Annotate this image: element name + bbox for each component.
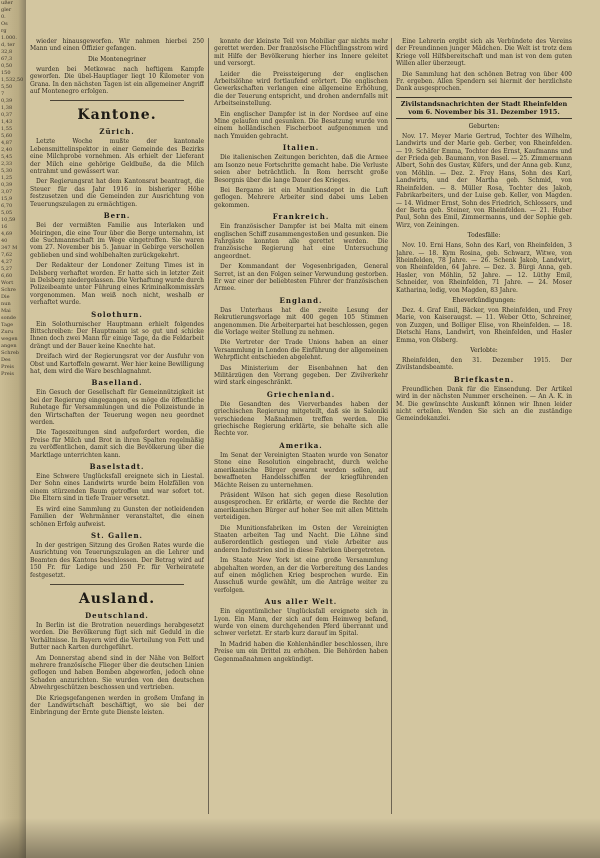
gutter-text-fragment: 347 M <box>1 245 18 251</box>
gutter-text-fragment: 5,60 <box>1 133 13 139</box>
gutter-text-fragment: 4,27 <box>1 259 13 265</box>
gutter-text-fragment: 6,70 <box>1 203 13 209</box>
subheading: Eheverkündigungen: <box>452 296 516 304</box>
gutter-text-fragment: rg <box>1 28 7 34</box>
article-text: Die Munitionsfabriken im Osten der Vereinigten Staaten arbeiten Tag und Nacht. Die Löhne sind außerordentlich gestiegen und viele Arbeiter aus anderen Industrien sind in diese Fabriken übergetreten. <box>214 524 388 554</box>
article-text: wurden bei Metkowac nach heftigem Kampfe geworfen. Die übel-Hauptlager liegt 10 Kilometer von Grana. In den nächsten Tagen ist ein allgemeiner Angriff auf Montenegro erfolgen. <box>30 65 204 96</box>
subheading: Die Montenegriner <box>87 55 147 63</box>
civil-registry-heading: Zivilstandsnachrichten der Stadt Rheinfelden vom 6. November bis 31. Dezember 1915. <box>396 97 572 119</box>
subheading: Todesfälle: <box>467 232 501 240</box>
gutter-text-fragment: Preis <box>1 371 14 377</box>
article-text: Das Ministerium der Eisenbahnen hat den Militärzügen den Vorrang gegeben. Der Zivilverkehr wird stark eingeschränkt. <box>214 364 388 387</box>
section-heading-ausland: Ausland. <box>78 590 156 607</box>
gutter-text-fragment: Mai <box>1 308 11 314</box>
gutter-text-fragment: Preis <box>1 364 14 370</box>
gutter-text-fragment: 0. <box>1 14 6 20</box>
region-heading: Griechenland. <box>266 389 336 399</box>
article-text: Das Unterhaus hat die zweite Lesung der Rekrutierungsvorlage mit 400 gegen 105 Stimmen angenommen. Die Arbeiterpartei hat beschlossen, gegen die Vorlage weiter Stellung zu nehmen. <box>214 306 388 336</box>
region-heading: Baselland. <box>91 378 143 388</box>
article-text: wieder hinausgeworfen. Wir nahmen hierbei 250 Mann und einen Offizier gefangen. <box>30 38 204 53</box>
region-heading: Aus aller Welt. <box>264 597 338 607</box>
gutter-text-fragment: 7 <box>1 91 5 97</box>
article-text: Bei der vermißten Familie aus Interlaken und Meiringen, die eine Tour über die Berge unternahm, ist die Suchmannschaft im Wege eingetroffen. Sie waren vom 27. November bis 5. Januar in Gebirge verschollen geblieben und sind wohlbehalten zurückgekehrt. <box>30 222 204 259</box>
article-text: Die Sammlung hat den schönen Betrag von über 400 Fr. ergeben. Allen Spendern sei hiermit der herzlichste Dank ausgesprochen. <box>396 70 572 93</box>
region-heading: Baselstadt. <box>89 462 145 472</box>
gutter-text-fragment: 6,60 <box>1 273 13 279</box>
region-heading: England. <box>279 295 323 305</box>
article-text: Die italienischen Zeitungen berichten, daß die Armee am Isonzo neue Fortschritte gemacht habe. Die Verluste seien aber beträchtlich. In Rom herrscht große Besorgnis über die lange Dauer des Krieges. <box>214 154 388 184</box>
divider <box>50 100 184 101</box>
gutter-text-fragment: Zuru <box>1 329 14 335</box>
gutter-text-fragment: 150 <box>1 70 11 76</box>
region-heading: Deutschland. <box>85 610 149 620</box>
article-text: Die Gesandten des Vierverbandes haben der griechischen Regierung mitgeteilt, daß sie in Saloniki verschiedene Maßnahmen treffen werden. Die griechische Regierung erklärte, sie behalte sich alle Rechte vor. <box>214 400 388 438</box>
gutter-text-fragment: Tage <box>1 322 14 328</box>
article-text: Ein französischer Dampfer ist bei Malta mit einem englischen Schiff zusammengestoßen und gesunken. Die Fahrgäste konnten alle gerettet werden. Die französische Regierung hat eine Untersuchung angeordnet. <box>214 223 388 260</box>
column-rule <box>208 38 209 814</box>
gutter-text-fragment: 0,39 <box>1 182 13 188</box>
gutter-text-fragment: Schre <box>1 287 16 293</box>
gutter-text-fragment: 1,38 <box>1 105 13 111</box>
registry-text: Nov. 17. Meyer Marie Gertrud, Tochter des Wilhelm, Landwirts und der Marie geb. Gerber, von Rheinfelden. — 19. Schäfer Emma, Tochter des Ernst, Kaufmanns und der Frieda geb. Baumann, von Basel. — 25. Zimmermann Albert, Sohn des Gustav, Küfers, und der Anna geb. Kunz, von Möhlin. — Dez. 2. Frey Hans, Sohn des Karl, Landwirts, und der Martha geb. Schmid, von Rheinfelden. — 8. Müller Rosa, Tochter des Jakob, Fabrikarbeiters, und der Luise geb. Keller, von Magden. — 14. Widmer Ernst, Sohn des Friedrich, Schlossers, und der Berta geb. Steiner, von Rheinfelden. — 21. Huber Paul, Sohn des Emil, Zimmermanns, und der Sophie geb. Wirz, von Zeiningen. <box>396 132 572 229</box>
gutter-text-fragment: 40 <box>1 238 8 244</box>
gutter-text-fragment: nun <box>1 301 11 307</box>
registry-text: Rheinfelden, den 31. Dezember 1915. Der Zivilstandsbeamte. <box>396 357 572 372</box>
subheading: Verlobte: <box>470 347 498 354</box>
gutter-text-fragment: 5,50 <box>1 84 13 90</box>
gutter-text-fragment: angen <box>1 343 17 349</box>
gutter-text-fragment: 1,55 <box>1 126 13 132</box>
gutter-text-fragment: 2,33 <box>1 161 13 167</box>
page-shadow <box>0 818 600 858</box>
article-text: Der Redakteur der Londoner Zeitung Times ist in Delsberg verhaftet worden. Er hatte sich in letzter Zeit in Delsberg niedergelassen. Die Verhaftung wurde durch Polizeibeamte unter Führung eines Kriminalkommissärs vorgenommen. Man weiß noch nicht, weshalb er verhaftet wurde. <box>30 262 204 307</box>
column-left <box>30 38 204 814</box>
gutter-text-fragment: 1,25 <box>1 175 13 181</box>
article-text: Bei Bergamo ist ein Munitionsdepot in die Luft geflogen. Mehrere Arbeiter sind dabei ums Leben gekommen. <box>214 186 388 209</box>
article-text: Letzte Woche mußte der kantonale Lebensmittelinspektor in einer Gemeinde des Bezirks eine Milchprobe vornehmen. Als erhielt der Lieferant der Milch eine gehörige Geldbuße, da die Milch entrahmt und gewässert war. <box>30 138 204 176</box>
gutter-text-fragment: 10,59 <box>1 217 16 223</box>
article-text: Im Staate New York ist eine große Versammlung abgehalten worden, an der die Vorbereitung des Landes auf einen möglichen Krieg besprochen wurde. Ein Ausschuß wurde gewählt, um die Anträge weiter zu verfolgen. <box>214 557 388 594</box>
region-heading: Solothurn. <box>91 309 143 319</box>
previous-page-edge <box>0 0 26 858</box>
article-text: In Berlin ist die Brotration neuerdings herabgesetzt worden. Die Bevölkerung fügt sich mit Geduld in die Verhältnisse. In Bayern wird die Verteilung von Fett und Butter nach Karten durchgeführt. <box>30 621 204 652</box>
article-text: Die Vertreter der Trade Unions haben an einer Versammlung in London die Einführung der allgemeinen Wehrpflicht entschieden abgelehnt. <box>214 339 388 362</box>
region-heading: Zürich. <box>99 127 135 137</box>
gutter-text-fragment: 1.000. <box>1 35 17 41</box>
gutter-text-fragment: 67,3 <box>1 56 13 62</box>
gutter-text-fragment: 5,45 <box>1 154 13 160</box>
gutter-text-fragment: 5,05 <box>1 210 13 216</box>
gutter-text-fragment: 1,43 <box>1 119 13 125</box>
gutter-text-fragment: 4,87 <box>1 140 13 146</box>
gutter-text-fragment: ußer <box>1 0 13 6</box>
article-text: Ein Gesuch der Gesellschaft für Gemeinnützigkeit ist bei der Regierung eingegangen, es möge die öffentliche Ruhetage für Versammlungen und die Polizeistunde in den Wirtschaften der Teuerung wegen neu geordnet werden. <box>30 389 204 427</box>
article-text: Der Kommandant der Vogesenbrigaden, General Serret, ist an den Folgen seiner Verwundung gestorben. Er war einer der beliebtesten Führer der französischen Armee. <box>214 263 388 293</box>
article-text: Präsident Wilson hat sich gegen diese Resolution ausgesprochen. Er erklärte, er werde die Rechte der amerikanischen Bürger auf hoher See mit allen Mitteln verteidigen. <box>214 491 388 522</box>
gutter-text-fragment: 16 <box>1 224 8 230</box>
article-text: Die Tageszeitungen sind aufgefordert worden, die Preise für Milch und Brot in ihren Spalten regelmäßig zu veröffentlichen, damit sich die Bevölkerung über die Marktlage unterrichten kann. <box>30 429 204 459</box>
region-heading: Amerika. <box>279 440 323 450</box>
article-text: Eine Lehrerin ergibt sich als Verbündete des Vereins der Freundinnen junger Mädchen. Die Welt ist trotz dem Kriege voll Hilfsbereitschaft und man ist von dem guten Willen aller überzeugt. <box>396 38 572 68</box>
gutter-text-fragment: Os <box>1 21 8 27</box>
gutter-text-fragment: 3,07 <box>1 189 13 195</box>
region-heading: Briefkasten. <box>453 374 515 384</box>
column-right <box>396 38 572 814</box>
article-text: In Madrid haben die Kohlenhändler beschlossen, ihre Preise um ein Drittel zu erhöhen. Die Behörden haben Gegenmaßnahmen angekündigt. <box>214 640 388 663</box>
gutter-text-fragment: Schreb <box>1 350 19 356</box>
divider <box>50 584 184 585</box>
section-heading-kantone: Kantone. <box>77 107 157 124</box>
region-heading: Frankreich. <box>272 212 330 222</box>
gutter-text-fragment: 0,39 <box>1 98 13 104</box>
article-text: Es wird eine Sammlung zu Gunsten der notleidenden Familien der Wehrmänner veranstaltet, die einen schönen Erfolg aufweist. <box>30 505 204 528</box>
article-text: Im Senat der Vereinigten Staaten wurde von Senator Stone eine Resolution eingebracht, durch welche amerikanische Bürger gewarnt werden sollen, auf bewaffneten Handelsschiffen der kriegführenden Mächte Reisen zu unternehmen. <box>214 451 388 489</box>
article-text: konnte der kleinste Teil von Mobiliar gar nichts mehr gerettet werden. Der französische Flüchtlingsstrom wird mit Hilfe der Bevölkerung hierher ins Innere geleitet und versorgt. <box>214 38 388 68</box>
column-rule <box>391 38 392 814</box>
gutter-text-fragment: 1,532,50 <box>1 77 24 83</box>
article-text: In der gestrigen Sitzung des Großen Rates wurde die Ausrichtung von Teuerungszulagen an die Lehrer und Beamten des Kantons beschlossen. Der Betrag wird auf 150 Fr. für Ledige und 250 Fr. für Verheiratete festgesetzt. <box>30 541 204 579</box>
article-text: Dreifach wird der Regierungsrat vor der Ausfuhr von Obst und Kartoffeln gewarnt. Wer hier keine Bewilligung hat, dem wird die Ware beschlagnahmt. <box>30 353 204 375</box>
gutter-text-fragment: Die <box>1 294 10 300</box>
subheading: Geburten: <box>468 122 500 130</box>
gutter-text-fragment: gler <box>1 7 12 13</box>
region-heading: Bern. <box>103 211 131 221</box>
gutter-text-fragment: sonde <box>1 315 16 321</box>
article-text: Leider die Preissteigerung der englischen Arbeitslöhne wird fortlaufend erörtert. Die englischen Gewerkschaften verlangen eine allgemeine Erhöhung, die der Teuerung entspricht, und drohen andernfalls mit Arbeitseinstellung. <box>214 70 388 108</box>
gutter-text-fragment: 5,30 <box>1 168 13 174</box>
gutter-text-fragment: 2,40 <box>1 147 13 153</box>
article-text: Freundlichen Dank für die Einsendung. Der Artikel wird in der nächsten Nummer erscheinen. — An A. K. in M. Die gewünschte Auskunft können wir Ihnen leider nicht erteilen. Wenden Sie sich an die zuständige Gemeindekanzlei. <box>396 385 572 423</box>
gutter-text-fragment: d, ter <box>1 42 15 48</box>
registry-text: Nov. 10. Erni Hans, Sohn des Karl, von Rheinfelden, 3 Jahre. — 18. Kym Rosina, geb. Schwarz, Witwe, von Rheinfelden, 78 Jahre. — 26. Schenk Jakob, Landwirt, von Rheinfelden, 64 Jahre. — Dez. 3. Bürgi Anna, geb. Hasler, von Möhlin, 52 Jahre. — 12. Lüthy Emil, Schneider, von Rheinfelden, 71 Jahre. — 24. Moser Katharina, ledig, von Magden, 83 Jahre. <box>396 242 572 294</box>
registry-text: Dez. 4. Graf Emil, Bäcker, von Rheinfelden, und Frey Marie, von Kaiseraugst. — 11. Weber Otto, Schreiner, von Zuzgen, und Bolliger Elise, von Rheinfelden. — 18. Dietschi Hans, Landwirt, von Rheinfelden, und Hasler Emma, von Olsberg. <box>396 306 572 344</box>
gutter-text-fragment: 7,62 <box>1 252 13 258</box>
gutter-text-fragment: Des <box>1 357 11 363</box>
gutter-text-fragment: 4,69 <box>1 231 13 237</box>
column-middle <box>214 38 388 814</box>
article-text: Am Donnerstag abend sind in der Nähe von Belfort mehrere französische Flieger über die deutschen Linien geflogen und haben Bomben abgeworfen, jedoch ohne Schaden anzurichten. Sie wurden von den deutschen Abwehrgeschützen beschossen und vertrieben. <box>30 654 204 692</box>
gutter-text-fragment: wegen <box>1 336 18 342</box>
region-heading: Italien. <box>282 143 320 153</box>
gutter-text-fragment: 32,8 <box>1 49 13 55</box>
gutter-text-fragment: 5,27 <box>1 266 13 272</box>
gutter-text-fragment: 15,9 <box>1 196 13 202</box>
article-text: Der Regierungsrat hat dem Kantonsrat beantragt, die Steuer für das Jahr 1916 in bisheriger Höhe festzusetzen und die Gemeinden zur Ausrichtung von Teuerungszulagen zu ermächtigen. <box>30 178 204 208</box>
article-text: Ein englischer Dampfer ist in der Nordsee auf eine Mine gelaufen und gesunken. Die Besatzung wurde von einem holländischen Fischerboot aufgenommen und nach Ymuiden gebracht. <box>214 110 388 140</box>
article-text: Ein eigentümlicher Unglücksfall ereignete sich in Lyon. Ein Mann, der sich auf dem Heimweg befand, wurde von einem durchgehenden Pferd überrannt und schwer verletzt. Er starb kurz darauf im Spital. <box>214 608 388 638</box>
gutter-text-fragment: 0,50 <box>1 63 13 69</box>
gutter-text-fragment: Wort <box>1 280 14 286</box>
region-heading: St. Gallen. <box>91 530 143 540</box>
gutter-text-fragment: 0,37 <box>1 112 13 118</box>
article-text: Die Kriegsgefangenen werden in großem Umfang in der Landwirtschaft beschäftigt, wo sie bei der Einbringung der Ernte gute Dienste leisten. <box>30 694 204 717</box>
article-text: Eine Schwere Unglücksfall ereignete sich in Liestal. Der Sohn eines Landwirts wurde beim Holzfällen von einem stürzenden Baum getroffen und war sofort tot. Die Eltern sind in tiefe Trauer versetzt. <box>30 473 204 503</box>
article-text: Ein Solothurnischer Hauptmann erhielt folgendes Bittschreiben: Der Hauptmann ist so gut und schicke Ihnen doch zwei Mann für einige Tage, da die Feldarbeit drängt und der Bauer keine Knechte hat. <box>30 320 204 350</box>
